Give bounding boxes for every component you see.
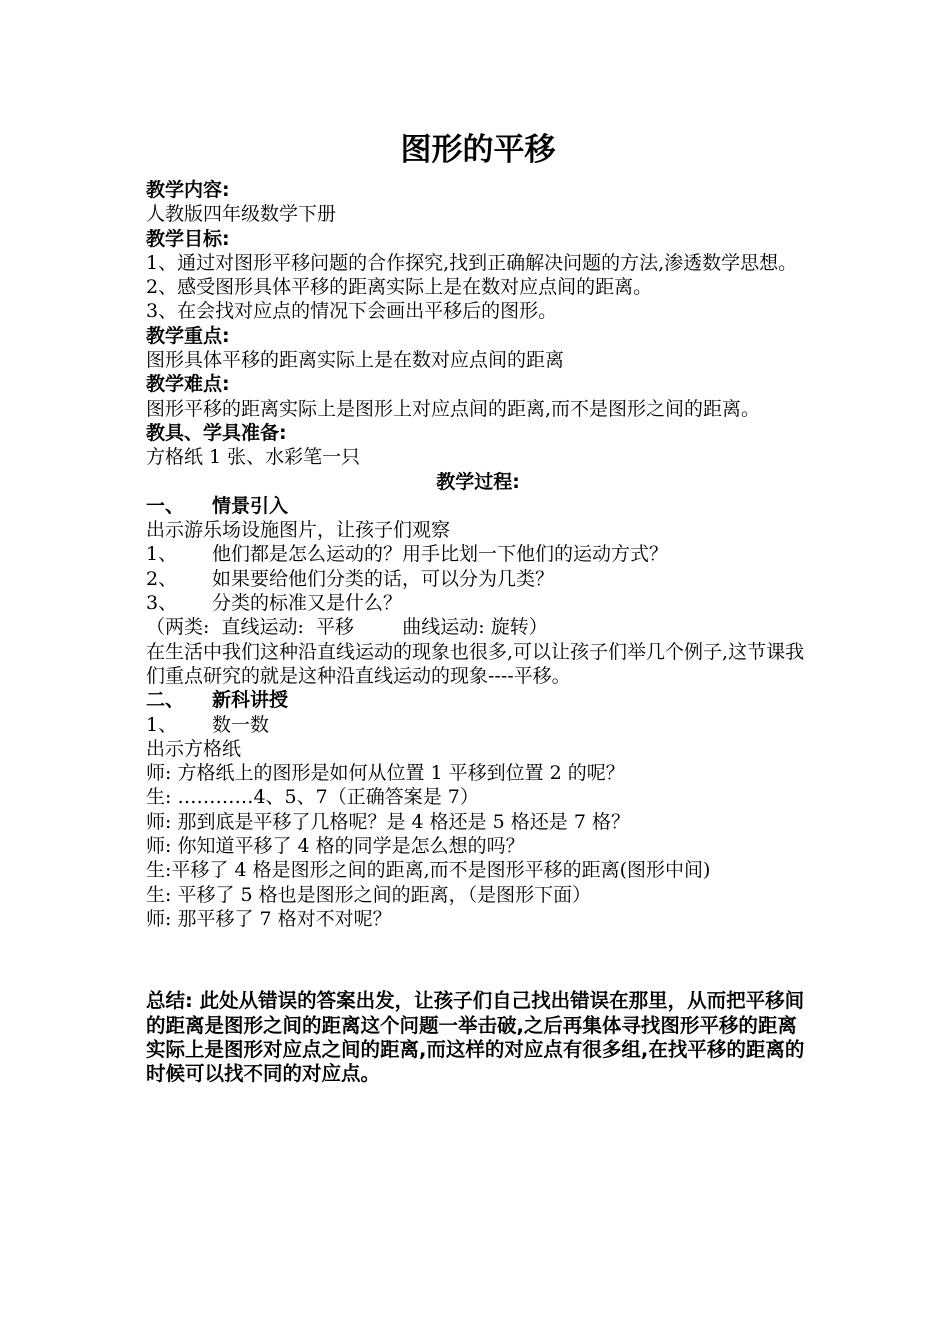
question-item bbox=[146, 542, 810, 566]
goals-heading: 教学目标: bbox=[146, 227, 230, 250]
section2-subheading bbox=[146, 713, 810, 737]
section1-intro: 出示游乐场设施图片，让孩子们观察 bbox=[146, 519, 451, 542]
summary-paragraph: 总结: 此处从错误的答案出发，让孩子们自己找出错误在那里，从而把平移间的距离是图形之间的距离这个问题一举击破,之后再集体寻找图形平移的距离实际上是图形对应点之间的距离,而这样的对应点有很多组,在找平移的距离的时候可以找不同的对应点。 bbox=[146, 989, 805, 1086]
tools-text: 方格纸 1 张、水彩笔一只 bbox=[146, 446, 361, 469]
question-number: 3、 bbox=[146, 592, 178, 615]
question-item bbox=[146, 591, 810, 615]
document-title: 图形的平移 bbox=[400, 132, 556, 168]
dialogue-line: 师: 那到底是平移了几格呢？是 4 格还是 5 格还是 7 格？ bbox=[146, 810, 630, 833]
key-text: 图形具体平移的距离实际上是在数对应点间的距离 bbox=[146, 349, 565, 372]
dialogue-line: 生:平移了 4 格是图形之间的距离,而不是图形平移的距离(图形中间) bbox=[146, 859, 711, 882]
difficulty-text: 图形平移的距离实际上是图形上对应点间的距离,而不是图形之间的距离。 bbox=[146, 397, 761, 420]
dialogue-line: 师: 方格纸上的图形是如何从位置 1 平移到位置 2 的呢？ bbox=[146, 762, 625, 785]
section1-answer: （两类: 直线运动: 平移 曲线运动: 旋转） bbox=[146, 616, 548, 639]
goal-item: 2、感受图形具体平移的距离实际上是在数对应点间的距离。 bbox=[146, 276, 653, 299]
content-text: 人教版四年级数学下册 bbox=[146, 203, 337, 226]
document-page bbox=[146, 120, 810, 1086]
spacer bbox=[146, 931, 810, 989]
section1-title: 情景引入 bbox=[212, 494, 289, 517]
section2-number: 二、 bbox=[146, 689, 185, 712]
question-text: 他们都是怎么运动的？用手比划一下他们的运动方式？ bbox=[212, 543, 669, 566]
dialogue-line: 师: 你知道平移了 4 格的同学是怎么想的吗？ bbox=[146, 835, 525, 858]
difficulty-heading: 教学难点: bbox=[146, 373, 230, 396]
tools-heading: 教具、学具准备: bbox=[146, 421, 287, 444]
subsection-number: 1、 bbox=[146, 713, 178, 736]
question-text: 分类的标准又是什么？ bbox=[212, 592, 403, 615]
section1-paragraph: 在生活中我们这种沿直线运动的现象也很多,可以让孩子们举几个例子,这节课我们重点研究的就是这种沿直线运动的现象----平移。 bbox=[146, 640, 805, 687]
question-text: 如果要给他们分类的话，可以分为几类？ bbox=[212, 567, 555, 590]
dialogue-line: 生: 平移了 5 格也是图形之间的距离，（是图形下面） bbox=[146, 883, 592, 906]
process-heading: 教学过程: bbox=[436, 470, 520, 493]
section1-number: 一、 bbox=[146, 494, 185, 517]
content-heading: 教学内容: bbox=[146, 179, 230, 201]
section1-heading bbox=[146, 494, 810, 518]
section2-title: 新科讲授 bbox=[212, 689, 289, 712]
goal-item: 3、在会找对应点的情况下会画出平移后的图形。 bbox=[146, 300, 558, 323]
question-number: 1、 bbox=[146, 543, 178, 566]
question-number: 2、 bbox=[146, 567, 178, 590]
subsection-title: 数一数 bbox=[212, 713, 270, 736]
question-item bbox=[146, 567, 810, 591]
dialogue-line: 师: 那平移了 7 格对不对呢？ bbox=[146, 907, 392, 930]
key-heading: 教学重点: bbox=[146, 324, 230, 347]
dialogue-line: 生: …………4、5、7（正确答案是 7） bbox=[146, 786, 479, 809]
section2-heading bbox=[146, 688, 810, 712]
dialogue-line: 出示方格纸 bbox=[146, 737, 242, 760]
goal-item: 1、通过对图形平移问题的合作探究,找到正确解决问题的方法,渗透数学思想。 bbox=[146, 251, 798, 274]
